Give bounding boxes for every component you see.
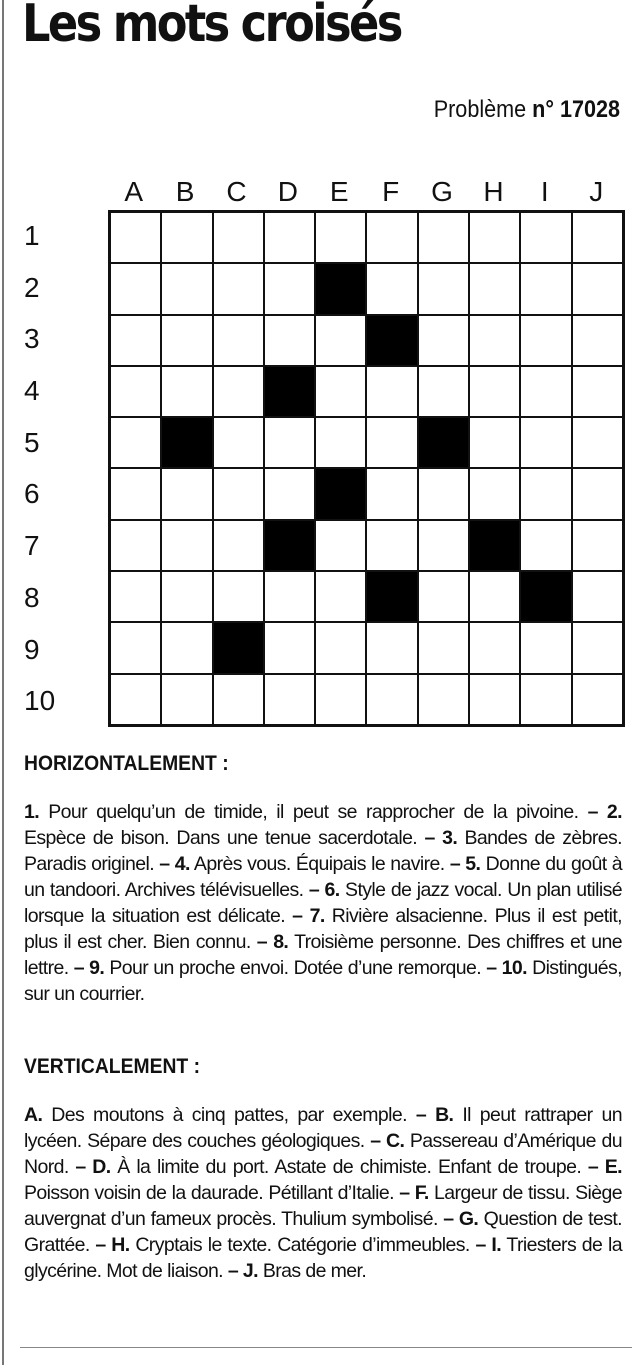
row-number: 9: [24, 633, 40, 665]
grid-cell[interactable]: [469, 212, 520, 263]
grid-cell[interactable]: [264, 622, 315, 673]
column-letter: G: [431, 176, 453, 207]
grid-cell[interactable]: [572, 212, 623, 263]
clue-text: À la limite du port. Astate de chimiste. Enfant de troupe.: [117, 1156, 582, 1178]
clue-text: Après vous. Équipais le navire.: [193, 853, 445, 875]
grid-cell[interactable]: [110, 674, 161, 725]
grid-cell[interactable]: [264, 468, 315, 519]
clue-number: – 3.: [424, 827, 458, 849]
clue-number: – 5.: [449, 853, 481, 875]
clue-number: – D.: [75, 1156, 111, 1178]
clue-number: – 6.: [308, 879, 340, 901]
grid-cell[interactable]: [572, 622, 623, 673]
clue-text: Largeur de tissu. Siège auvergnat d’un fameux procès. Thulium symbolisé.: [24, 1182, 622, 1230]
horizontal-heading: HORIZONTALEMENT :: [24, 752, 229, 775]
page-title: Les mots croisés: [22, 0, 401, 54]
clue-text: Cryptais le texte. Catégorie d’immeubles.: [135, 1234, 470, 1256]
clue-text: Pour un proche envoi. Dotée d’une remorque.: [109, 957, 482, 979]
clue-text: Pour quelqu’un de timide, il peut se rapprocher de la pivoine.: [48, 801, 579, 823]
clue-text: Bras de mer.: [262, 1260, 367, 1282]
grid-cell[interactable]: [572, 417, 623, 468]
column-letter: F: [382, 176, 400, 207]
black-cell: [520, 571, 571, 622]
grid-cell[interactable]: [161, 520, 212, 571]
grid-cell[interactable]: [572, 366, 623, 417]
horizontal-clues: [24, 799, 622, 1007]
clue-number: – 8.: [256, 931, 289, 953]
black-cell: [366, 315, 417, 366]
grid-cell[interactable]: [264, 212, 315, 263]
crossword-grid: [108, 210, 625, 727]
grid-cell[interactable]: [161, 315, 212, 366]
grid-cell[interactable]: [366, 520, 417, 571]
grid-cell[interactable]: [264, 571, 315, 622]
grid-cell[interactable]: [213, 263, 264, 314]
black-cell: [161, 417, 212, 468]
grid-cell[interactable]: [315, 520, 366, 571]
clue-number: – E.: [587, 1156, 622, 1178]
grid-cell[interactable]: [213, 366, 264, 417]
grid-cell[interactable]: [213, 417, 264, 468]
clue-text: Passereau d’Amérique du Nord.: [24, 1130, 622, 1178]
black-cell: [366, 571, 417, 622]
grid-cell[interactable]: [469, 468, 520, 519]
column-letter: C: [226, 176, 247, 207]
row-number: 1: [24, 220, 40, 251]
grid-cell[interactable]: [110, 315, 161, 366]
grid-cell[interactable]: [110, 212, 161, 263]
column-letter: J: [589, 176, 604, 207]
grid-cell[interactable]: [110, 622, 161, 673]
left-margin-rule: [2, 0, 4, 1365]
grid-cell[interactable]: [315, 622, 366, 673]
grid-cell[interactable]: [418, 674, 469, 725]
clue-text: Style de jazz vocal. Un plan utilisé lorsque la situation est délicate.: [24, 879, 622, 927]
row-number: 7: [24, 530, 40, 562]
row-number: 8: [24, 581, 40, 613]
clue-text: Question de test. Grattée.: [24, 1208, 622, 1256]
grid-cell[interactable]: [469, 417, 520, 468]
grid-cell[interactable]: [161, 212, 212, 263]
clue-number: – F.: [399, 1182, 429, 1204]
vertical-heading: VERTICALEMENT :: [24, 1055, 201, 1078]
grid-cell[interactable]: [366, 366, 417, 417]
clue-text: Rivière alsacienne. Plus il est petit, plus il est cher. Bien connu.: [24, 905, 622, 953]
grid-cell[interactable]: [110, 468, 161, 519]
grid-cell[interactable]: [520, 366, 571, 417]
grid-cell[interactable]: [418, 263, 469, 314]
grid-cell[interactable]: [418, 622, 469, 673]
clue-number: – 10.: [486, 957, 527, 979]
grid-cell[interactable]: [213, 468, 264, 519]
column-letter: D: [277, 176, 298, 207]
grid-cell[interactable]: [572, 571, 623, 622]
row-number: 10: [24, 685, 56, 717]
clue-number: – I.: [475, 1234, 502, 1256]
clue-text: Donne du goût à un tandoori. Archives télévisuelles.: [24, 853, 622, 901]
clue-number: – G.: [443, 1208, 479, 1230]
column-letter: H: [483, 176, 504, 207]
grid-cell[interactable]: [264, 263, 315, 314]
grid-cell[interactable]: [520, 674, 571, 725]
grid-cell[interactable]: [315, 212, 366, 263]
bottom-rule: [20, 1347, 632, 1348]
clue-number: – 4.: [159, 853, 190, 875]
grid-cell[interactable]: [418, 315, 469, 366]
black-cell: [418, 417, 469, 468]
clue-number: – J.: [227, 1260, 258, 1282]
clue-number: – B.: [415, 1104, 454, 1126]
black-cell: [264, 366, 315, 417]
column-letter: A: [124, 176, 144, 207]
grid-cell[interactable]: [366, 263, 417, 314]
grid-cell[interactable]: [315, 674, 366, 725]
grid-cell[interactable]: [213, 571, 264, 622]
grid-cell[interactable]: [520, 212, 571, 263]
grid-cell[interactable]: [161, 263, 212, 314]
grid-cell[interactable]: [213, 520, 264, 571]
clue-number: – 9.: [73, 957, 105, 979]
grid-cell[interactable]: [469, 263, 520, 314]
grid-cell[interactable]: [520, 622, 571, 673]
row-number: 4: [24, 375, 40, 407]
grid-cell[interactable]: [520, 315, 571, 366]
grid-cell[interactable]: [469, 366, 520, 417]
grid-cell[interactable]: [315, 417, 366, 468]
grid-cell[interactable]: [418, 212, 469, 263]
grid-cell[interactable]: [264, 315, 315, 366]
clue-text: Il peut rattraper un lycéen. Sépare des couches géologiques.: [24, 1104, 622, 1152]
clue-number: – 2.: [587, 801, 622, 823]
grid-cell[interactable]: [264, 674, 315, 725]
grid-cell[interactable]: [213, 674, 264, 725]
clue-text: Espèce de bison. Dans une tenue sacerdotale.: [24, 827, 418, 849]
row-numbers: [24, 210, 84, 727]
clue-text: Triesters de la glycérine. Mot de liaison.: [24, 1234, 622, 1282]
grid-cell[interactable]: [315, 366, 366, 417]
grid-cell[interactable]: [520, 263, 571, 314]
black-cell: [469, 520, 520, 571]
grid-cell[interactable]: [366, 417, 417, 468]
clue-text: Troisième personne. Des chiffres et une lettre.: [24, 931, 622, 979]
clue-number: – H.: [95, 1234, 130, 1256]
grid-cell[interactable]: [161, 571, 212, 622]
grid-cell[interactable]: [110, 417, 161, 468]
column-letter: B: [175, 176, 195, 207]
black-cell: [213, 622, 264, 673]
grid-cell[interactable]: [110, 366, 161, 417]
grid-cell[interactable]: [572, 315, 623, 366]
grid-cell[interactable]: [572, 263, 623, 314]
clue-number: 1.: [24, 801, 40, 823]
grid-cell[interactable]: [110, 263, 161, 314]
column-letter: E: [329, 176, 349, 207]
grid-cell[interactable]: [572, 468, 623, 519]
grid-cell[interactable]: [469, 571, 520, 622]
grid-cell[interactable]: [418, 366, 469, 417]
grid-cell[interactable]: [366, 468, 417, 519]
grid-cell[interactable]: [469, 315, 520, 366]
problem-prefix: Problème: [433, 96, 527, 123]
grid-cell[interactable]: [161, 674, 212, 725]
clue-text: Bandes de zèbres. Paradis originel.: [24, 827, 622, 875]
grid-cell[interactable]: [161, 622, 212, 673]
grid-cell[interactable]: [315, 315, 366, 366]
column-letters: [108, 176, 622, 210]
grid-cell[interactable]: [418, 520, 469, 571]
grid-cell[interactable]: [161, 468, 212, 519]
clue-number: – C.: [370, 1130, 405, 1152]
black-cell: [315, 263, 366, 314]
grid-cell[interactable]: [520, 520, 571, 571]
grid-cell[interactable]: [366, 212, 417, 263]
clue-text: Des moutons à cinq pattes, par exemple.: [51, 1104, 407, 1126]
row-number: 5: [24, 426, 40, 458]
grid-cell[interactable]: [264, 417, 315, 468]
clue-number: – 7.: [292, 905, 325, 927]
grid-cell[interactable]: [110, 520, 161, 571]
black-cell: [315, 468, 366, 519]
grid-cell[interactable]: [366, 622, 417, 673]
grid-cell[interactable]: [572, 674, 623, 725]
grid-cell[interactable]: [110, 571, 161, 622]
grid-cell[interactable]: [469, 622, 520, 673]
black-cell: [264, 520, 315, 571]
grid-cell[interactable]: [213, 212, 264, 263]
clue-text: Distingués, sur un courrier.: [24, 957, 622, 1005]
grid-cell[interactable]: [469, 674, 520, 725]
problem-number-value: n° 17028: [532, 96, 620, 123]
clue-number: A.: [24, 1104, 43, 1126]
column-letter: I: [540, 176, 549, 207]
row-number: 3: [24, 323, 40, 355]
clue-text: Poisson voisin de la daurade. Pétillant d’Italie.: [24, 1182, 394, 1204]
problem-number: [434, 96, 620, 124]
vertical-clues: [24, 1102, 622, 1284]
grid-cell[interactable]: [418, 468, 469, 519]
grid-cell[interactable]: [213, 315, 264, 366]
row-number: 6: [24, 478, 40, 510]
grid-cell[interactable]: [161, 366, 212, 417]
grid-cell[interactable]: [315, 571, 366, 622]
grid-cell[interactable]: [366, 674, 417, 725]
grid-cell[interactable]: [520, 468, 571, 519]
row-number: 2: [24, 271, 40, 303]
grid-cell[interactable]: [572, 520, 623, 571]
grid-cell[interactable]: [520, 417, 571, 468]
grid-cell[interactable]: [418, 571, 469, 622]
